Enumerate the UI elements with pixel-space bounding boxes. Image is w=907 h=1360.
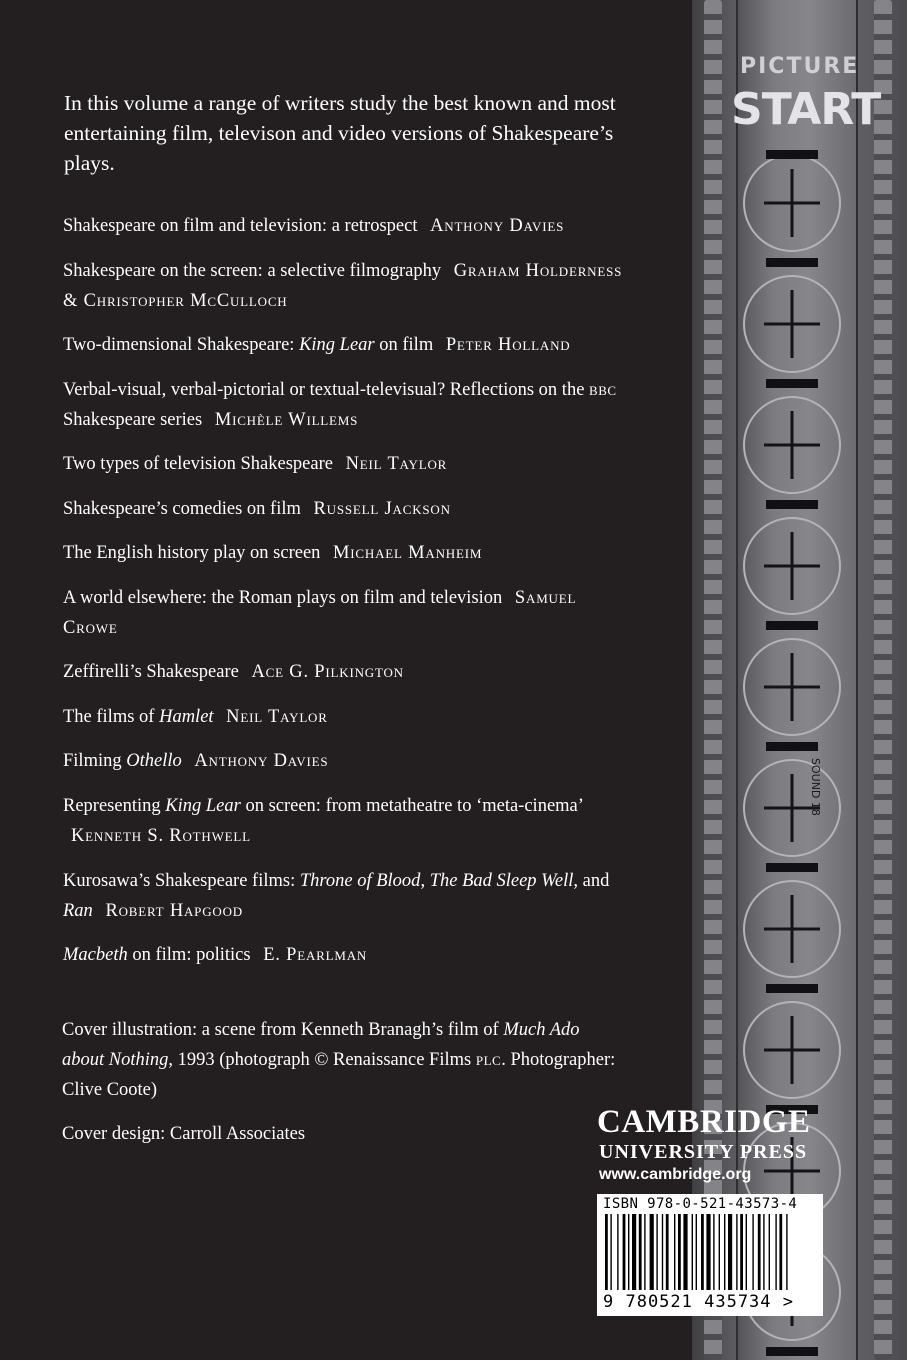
frame-bar — [766, 742, 818, 751]
entry-title-part: , and — [573, 871, 610, 891]
frame-bar — [766, 621, 818, 630]
entry-author: Neil Taylor — [345, 454, 448, 474]
entry-author: Ace G. Pilkington — [251, 662, 404, 682]
entry-title-part: Two types of television Shakespeare — [63, 454, 333, 474]
frame-bar — [766, 150, 818, 159]
cover-ill-part: plc — [475, 1050, 502, 1070]
entry-title-part: Verbal-visual, verbal-pictorial or textual-televisual? Reflections on the — [63, 380, 590, 400]
barcode-bar — [692, 1214, 693, 1290]
entry-title-part: on film — [374, 335, 434, 355]
ean-number: 9 780521 435734 > — [603, 1292, 794, 1312]
intro-blurb: In this volume a range of writers study the best known and most entertaining film, televison and video versions of Shakespeare’s plays. — [64, 91, 616, 175]
barcode-bar — [696, 1214, 697, 1290]
entry-title-part: The films of — [63, 707, 160, 727]
cover-design-credit: Cover design: Carroll Associates — [62, 1124, 306, 1144]
barcode-bar — [701, 1214, 704, 1290]
barcode-bar — [713, 1214, 714, 1290]
barcode-bar — [683, 1214, 687, 1290]
entry-author: Anthony Davies — [430, 216, 565, 236]
barcode-bar — [758, 1214, 761, 1290]
frame-bar — [766, 984, 818, 993]
entry-title-part: , — [420, 871, 430, 891]
entry-title-part: Shakespeare series — [63, 410, 203, 430]
frame-bar — [766, 379, 818, 388]
cover-ill-part: . Photographer: Clive Coote) — [62, 1050, 616, 1100]
frame-bar — [766, 500, 818, 509]
barcode-bar — [719, 1214, 720, 1290]
barcode-bar — [662, 1214, 663, 1290]
barcode-bar — [740, 1214, 743, 1290]
barcode-bar — [786, 1214, 787, 1290]
entry-title-part: Macbeth — [63, 945, 128, 965]
entry-title-part: Hamlet — [159, 707, 214, 727]
entry-author: Russell Jackson — [313, 499, 451, 519]
barcode-bar — [752, 1214, 753, 1290]
entry-title-part: The English history play on screen — [63, 543, 321, 563]
barcode-bar — [628, 1214, 629, 1290]
barcode-bar — [674, 1214, 675, 1290]
entry-title-part: Kurosawa’s Shakespeare films: — [63, 871, 300, 891]
barcode-bar — [644, 1214, 645, 1290]
entry-author: Robert Hapgood — [105, 901, 243, 921]
frame-bar — [766, 1347, 818, 1356]
entry-title-part: bbc — [589, 380, 617, 400]
barcode-bar — [763, 1214, 764, 1290]
cover-ill-part: Much Ado about Nothing — [62, 1020, 580, 1070]
picture-label: PICTURE — [740, 54, 860, 79]
start-label: START — [731, 84, 881, 135]
barcode-bar — [736, 1214, 737, 1290]
entry-title-part: Two-dimensional Shakespeare: — [63, 335, 300, 355]
barcode-bar — [666, 1214, 669, 1290]
entry-title-part: Othello — [126, 751, 182, 771]
entry-title-part: on screen: from metatheatre to ‘meta-cinema’ — [240, 796, 583, 816]
entry-title-part: King Lear — [299, 335, 375, 355]
barcode-bar — [650, 1214, 654, 1290]
barcode-bar — [617, 1214, 618, 1290]
barcode-bar — [639, 1214, 642, 1290]
entry-title-part: The Bad Sleep Well — [429, 871, 574, 891]
barcode-bar — [605, 1214, 608, 1290]
publisher-url: www.cambridge.org — [599, 1166, 752, 1183]
publisher-name: CAMBRIDGE — [597, 1104, 811, 1140]
barcode-bar — [706, 1214, 710, 1290]
barcode-bar — [632, 1214, 636, 1290]
entry-title-part: Shakespeare on film and television: a retrospect — [63, 216, 418, 236]
sound-mark: SOUND 18 — [809, 758, 822, 816]
barcode-bar — [724, 1214, 725, 1290]
entry-author: Michael Manheim — [333, 543, 483, 563]
entry-author: Michèle Willems — [214, 410, 359, 430]
barcode-box — [597, 1194, 823, 1316]
entry-title-part: A world elsewhere: the Roman plays on film and television — [63, 588, 503, 608]
publisher-press: UNIVERSITY PRESS — [599, 1141, 808, 1163]
cover-ill-part: Cover illustration: a scene from Kenneth Branagh’s film of — [62, 1020, 504, 1040]
entry-title-part: King Lear — [165, 796, 241, 816]
entry-title-part: on film: politics — [127, 945, 251, 965]
entry-author: E. Pearlman — [263, 945, 368, 965]
frame-bar — [766, 863, 818, 872]
cover-ill-part: , 1993 (photograph © Renaissance Films — [168, 1050, 476, 1070]
entry-title-part: Throne of Blood — [299, 871, 421, 891]
entry-author: Samuel Crowe — [63, 588, 577, 638]
barcode-bar — [769, 1214, 770, 1290]
entry-author: Kenneth S. Rothwell — [71, 826, 251, 846]
entry-author: Peter Holland — [445, 335, 571, 355]
barcode-bar — [623, 1214, 626, 1290]
barcode-bar — [779, 1214, 782, 1290]
entry-title-part: Representing — [63, 796, 166, 816]
entry-title-part: Filming — [63, 751, 127, 771]
entry-title-part: Shakespeare’s comedies on film — [63, 499, 301, 519]
barcode-bar — [728, 1214, 732, 1290]
barcode-bar — [656, 1214, 657, 1290]
entry-author: Anthony Davies — [194, 751, 329, 771]
barcode-bar — [746, 1214, 747, 1290]
entry-title-part: Zeffirelli’s Shakespeare — [63, 662, 239, 682]
entry-title-part: Ran — [63, 901, 93, 921]
frame-bar — [766, 258, 818, 267]
barcode-bar — [775, 1214, 776, 1290]
entry-author: Neil Taylor — [226, 707, 328, 727]
barcode-bar — [610, 1214, 611, 1290]
entry-title-part: Shakespeare on the screen: a selective filmography — [63, 261, 442, 281]
entry-author: Graham Holderness & Christopher McCulloch — [63, 261, 623, 311]
barcode-bar — [678, 1214, 681, 1290]
isbn-number: ISBN 978-0-521-43573-4 — [603, 1196, 798, 1212]
